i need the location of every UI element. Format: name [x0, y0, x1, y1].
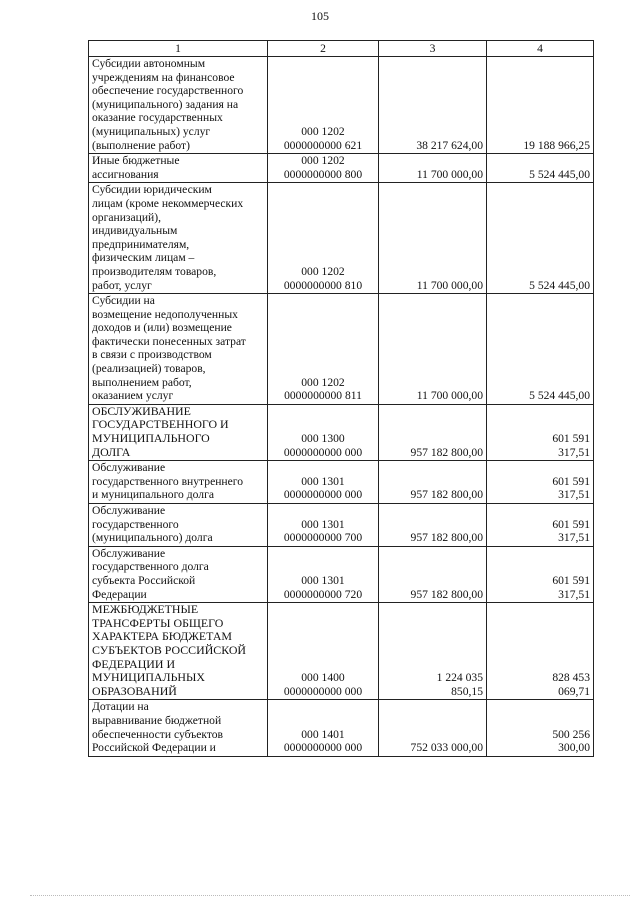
row-amount-plan-cell: 957 182 800,00	[379, 404, 487, 460]
row-code-cell: 000 1301 0000000000 720	[268, 546, 379, 602]
row-code-cell: 000 1300 0000000000 000	[268, 404, 379, 460]
row-amount-exec-cell: 5 524 445,00	[487, 294, 594, 405]
row-amount-plan-cell: 957 182 800,00	[379, 546, 487, 602]
row-amount-plan-cell: 957 182 800,00	[379, 504, 487, 547]
row-name-cell: Дотации на выравнивание бюджетной обеспеченности субъектов Российской Федерации и	[89, 700, 268, 756]
row-code-cell: 000 1202 0000000000 811	[268, 294, 379, 405]
row-amount-exec-cell: 828 453 069,71	[487, 603, 594, 700]
row-code-cell: 000 1301 0000000000 700	[268, 504, 379, 547]
row-name-cell: Субсидии юридическим лицам (кроме некоммерческих организаций), индивидуальным предпринимателям, физическим лицам – производителям товаров, работ, услуг	[89, 183, 268, 294]
row-code-cell: 000 1400 0000000000 000	[268, 603, 379, 700]
row-amount-exec-cell: 19 188 966,25	[487, 57, 594, 154]
table-row	[89, 603, 594, 700]
row-code-cell: 000 1301 0000000000 000	[268, 461, 379, 504]
row-amount-plan-cell: 1 224 035 850,15	[379, 603, 487, 700]
row-code-cell: 000 1401 0000000000 000	[268, 700, 379, 756]
table-row	[89, 404, 594, 460]
page-number: 105	[311, 9, 329, 23]
row-name-cell: Обслуживание государственного внутреннего и муниципального долга	[89, 461, 268, 504]
row-code-cell: 000 1202 0000000000 800	[268, 154, 379, 183]
table-header-row	[89, 41, 594, 57]
table-row	[89, 154, 594, 183]
row-amount-plan-cell: 38 217 624,00	[379, 57, 487, 154]
table-row	[89, 294, 594, 405]
table-body	[89, 57, 594, 757]
table-row	[89, 57, 594, 154]
row-amount-exec-cell: 500 256 300,00	[487, 700, 594, 756]
table-row	[89, 546, 594, 602]
row-amount-plan-cell: 752 033 000,00	[379, 700, 487, 756]
column-header-2: 2	[268, 41, 379, 57]
column-header-4: 4	[487, 41, 594, 57]
column-header-3: 3	[379, 41, 487, 57]
row-amount-exec-cell: 601 591 317,51	[487, 504, 594, 547]
budget-table	[88, 40, 594, 757]
row-amount-plan-cell: 11 700 000,00	[379, 154, 487, 183]
row-name-cell: МЕЖБЮДЖЕТНЫЕ ТРАНСФЕРТЫ ОБЩЕГО ХАРАКТЕРА БЮДЖЕТАМ СУБЪЕКТОВ РОССИЙСКОЙ ФЕДЕРАЦИИ И МУНИЦИПАЛЬНЫХ ОБРАЗОВАНИЙ	[89, 603, 268, 700]
row-name-cell: ОБСЛУЖИВАНИЕ ГОСУДАРСТВЕННОГО И МУНИЦИПАЛЬНОГО ДОЛГА	[89, 404, 268, 460]
table-row	[89, 183, 594, 294]
row-amount-exec-cell: 5 524 445,00	[487, 183, 594, 294]
row-amount-exec-cell: 601 591 317,51	[487, 404, 594, 460]
table-row	[89, 504, 594, 547]
row-amount-exec-cell: 601 591 317,51	[487, 461, 594, 504]
row-amount-plan-cell: 11 700 000,00	[379, 183, 487, 294]
row-name-cell: Субсидии автономным учреждениям на финансовое обеспечение государственного (муниципального) задания на оказание государственных (муниципальных) услуг (выполнение работ)	[89, 57, 268, 154]
row-code-cell: 000 1202 0000000000 810	[268, 183, 379, 294]
table-row	[89, 461, 594, 504]
column-header-1: 1	[89, 41, 268, 57]
scan-edge-marks	[30, 895, 630, 897]
row-amount-plan-cell: 957 182 800,00	[379, 461, 487, 504]
row-amount-exec-cell: 5 524 445,00	[487, 154, 594, 183]
row-amount-plan-cell: 11 700 000,00	[379, 294, 487, 405]
row-amount-exec-cell: 601 591 317,51	[487, 546, 594, 602]
table-row	[89, 700, 594, 756]
row-name-cell: Иные бюджетные ассигнования	[89, 154, 268, 183]
row-name-cell: Обслуживание государственного долга субъекта Российской Федерации	[89, 546, 268, 602]
row-name-cell: Обслуживание государственного (муниципального) долга	[89, 504, 268, 547]
row-code-cell: 000 1202 0000000000 621	[268, 57, 379, 154]
row-name-cell: Субсидии на возмещение недополученных доходов и (или) возмещение фактически понесенных затрат в связи с производством (реализацией) товаров, выполнением работ, оказанием услуг	[89, 294, 268, 405]
